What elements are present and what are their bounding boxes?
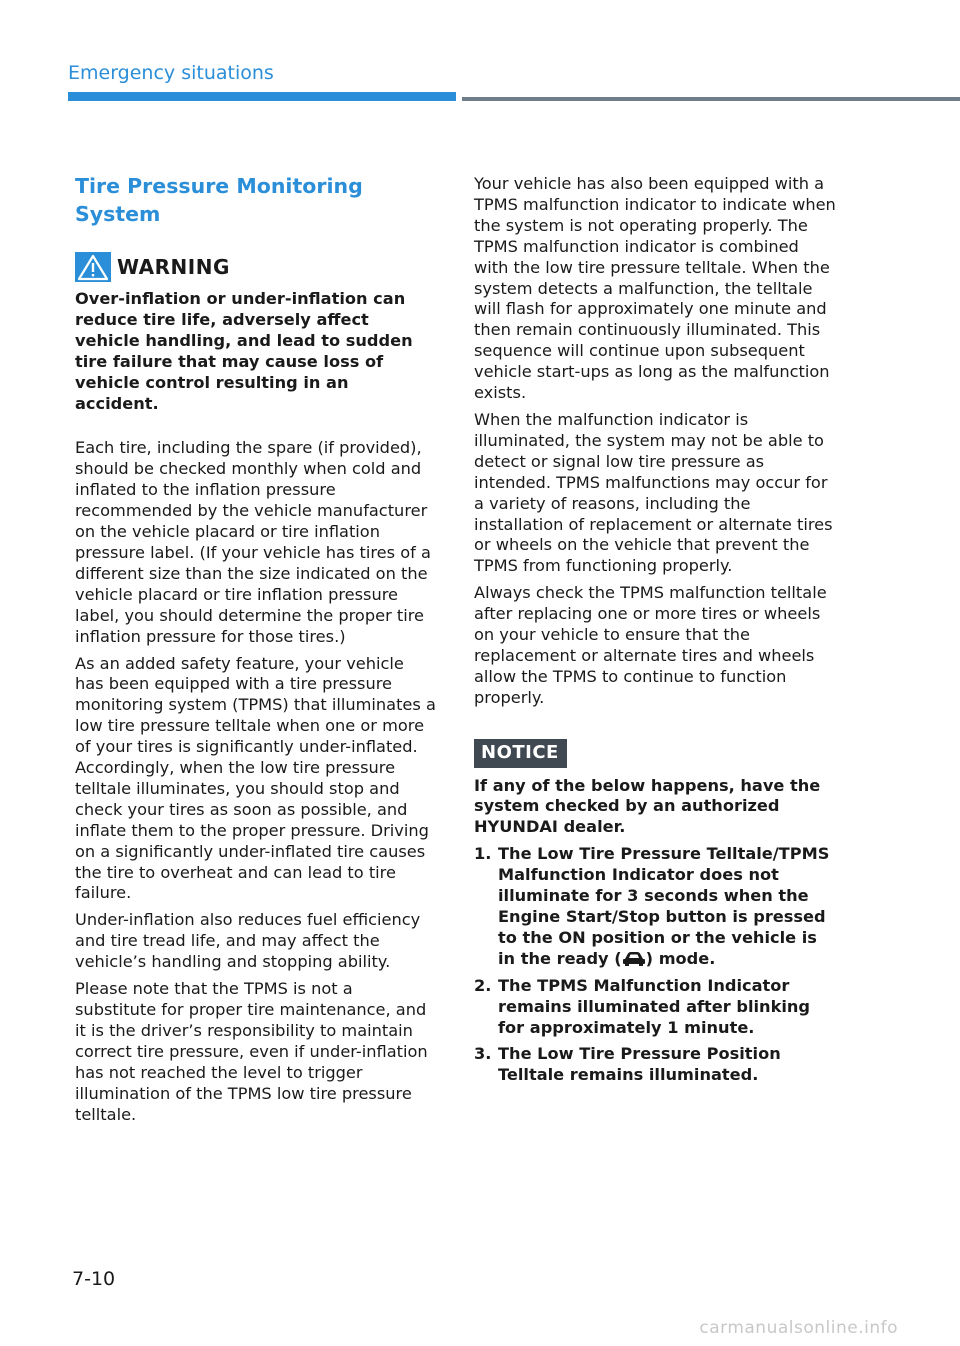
list-item-number: 2. — [474, 975, 492, 995]
warning-header — [75, 252, 437, 282]
left-paragraph-4: Please note that the TPMS is not a substitute for proper tire maintenance, and it is the driver’s responsibility to maintain correct tire pressure, even if under-inflation has not reached the level to trigger illumination of the TPMS low tire pressure telltale. — [75, 979, 428, 1124]
list-item-text: The TPMS Malfunction Indicator remains illuminated after blinking for approximately 1 minute. — [498, 975, 811, 1037]
page-number: 7-10 — [72, 1268, 116, 1290]
left-paragraph-1: Each tire, including the spare (if provided), should be checked monthly when cold and inflated to the inflation pressure recommended by the vehicle manufacturer on the vehicle placard or tire inflation pressure label. (If your vehicle has tires of a different size than the size indicated on the vehicle placard or tire inflation pressure label, you should determine the proper tire inflation pressure for those tires.) — [75, 438, 431, 646]
warning-body: Over-inflation or under-inflation can reduce tire life, adversely affect vehicle handling, and lead to sudden tire failure that may cause loss of vehicle control resulting in an accident. — [75, 289, 413, 413]
list-item — [474, 844, 836, 969]
list-item-number: 3. — [474, 1044, 492, 1064]
car-ready-icon — [622, 950, 646, 966]
notice-intro: If any of the below happens, have the system checked by an authorized HYUNDAI dealer. — [474, 775, 821, 837]
notice-badge: NOTICE — [474, 739, 567, 768]
header-rule-gray — [462, 97, 960, 101]
header-rule-accent — [68, 92, 456, 101]
section-title: Emergency situations — [68, 62, 274, 84]
list-item-number: 1. — [474, 844, 492, 864]
list-item-text — [498, 844, 836, 969]
left-paragraph-3: Under-inflation also reduces fuel efficiency and tire tread life, and may affect the vehicle’s handling and stopping ability. — [75, 910, 421, 972]
list-item — [474, 976, 836, 1039]
right-paragraph-3: Always check the TPMS malfunction telltale after replacing one or more tires or wheels on your vehicle to ensure that the replacement or alternate tires and wheels allow the TPMS to continue to function properly. — [474, 583, 827, 707]
left-column — [75, 172, 437, 1131]
notice-list — [474, 844, 836, 1086]
warning-triangle-icon — [75, 252, 111, 282]
right-column — [474, 174, 836, 1092]
list-item-text-after: ) mode. — [645, 948, 716, 968]
list-item-text-before: The Low Tire Pressure Telltale/TPMS Malfunction Indicator does not illuminate for 3 seconds when the Engine Start/Stop button is pressed to the ON position or the vehicle is in the ready ( — [498, 844, 830, 968]
list-item-text: The Low Tire Pressure Position Telltale remains illuminated. — [498, 1044, 781, 1085]
right-paragraph-1: Your vehicle has also been equipped with a TPMS malfunction indicator to indicate when the system is not operating properly. The TPMS malfunction indicator is combined with the low tire pressure telltale. When the system detects a malfunction, the telltale will flash for approximately one minute and then remain continuously illuminated. This sequence will continue upon subsequent vehicle start-ups as long as the malfunction exists. — [474, 174, 836, 403]
left-paragraph-2: As an added safety feature, your vehicle has been equipped with a tire pressure monitoring system (TPMS) that illuminates a low tire pressure telltale when one or more of your tires is significantly under-inflated. Accordingly, when the low tire pressure telltale illuminates, you should stop and check your tires as soon as possible, and inflate them to the proper pressure. Driving on a significantly under-inflated tire causes the tire to overheat and can lead to tire failure. — [75, 653, 436, 903]
page-heading: Tire Pressure Monitoring System — [75, 174, 363, 226]
watermark: carmanualsonline.info — [699, 1318, 898, 1338]
right-paragraph-2: When the malfunction indicator is illuminated, the system may not be able to detect or signal low tire pressure as intended. TPMS malfunctions may occur for a variety of reasons, including the installation of replacement or alternate tires or wheels on the vehicle that prevent the TPMS from functioning properly. — [474, 409, 833, 576]
warning-title: WARNING — [117, 254, 230, 279]
list-item — [474, 1044, 836, 1086]
